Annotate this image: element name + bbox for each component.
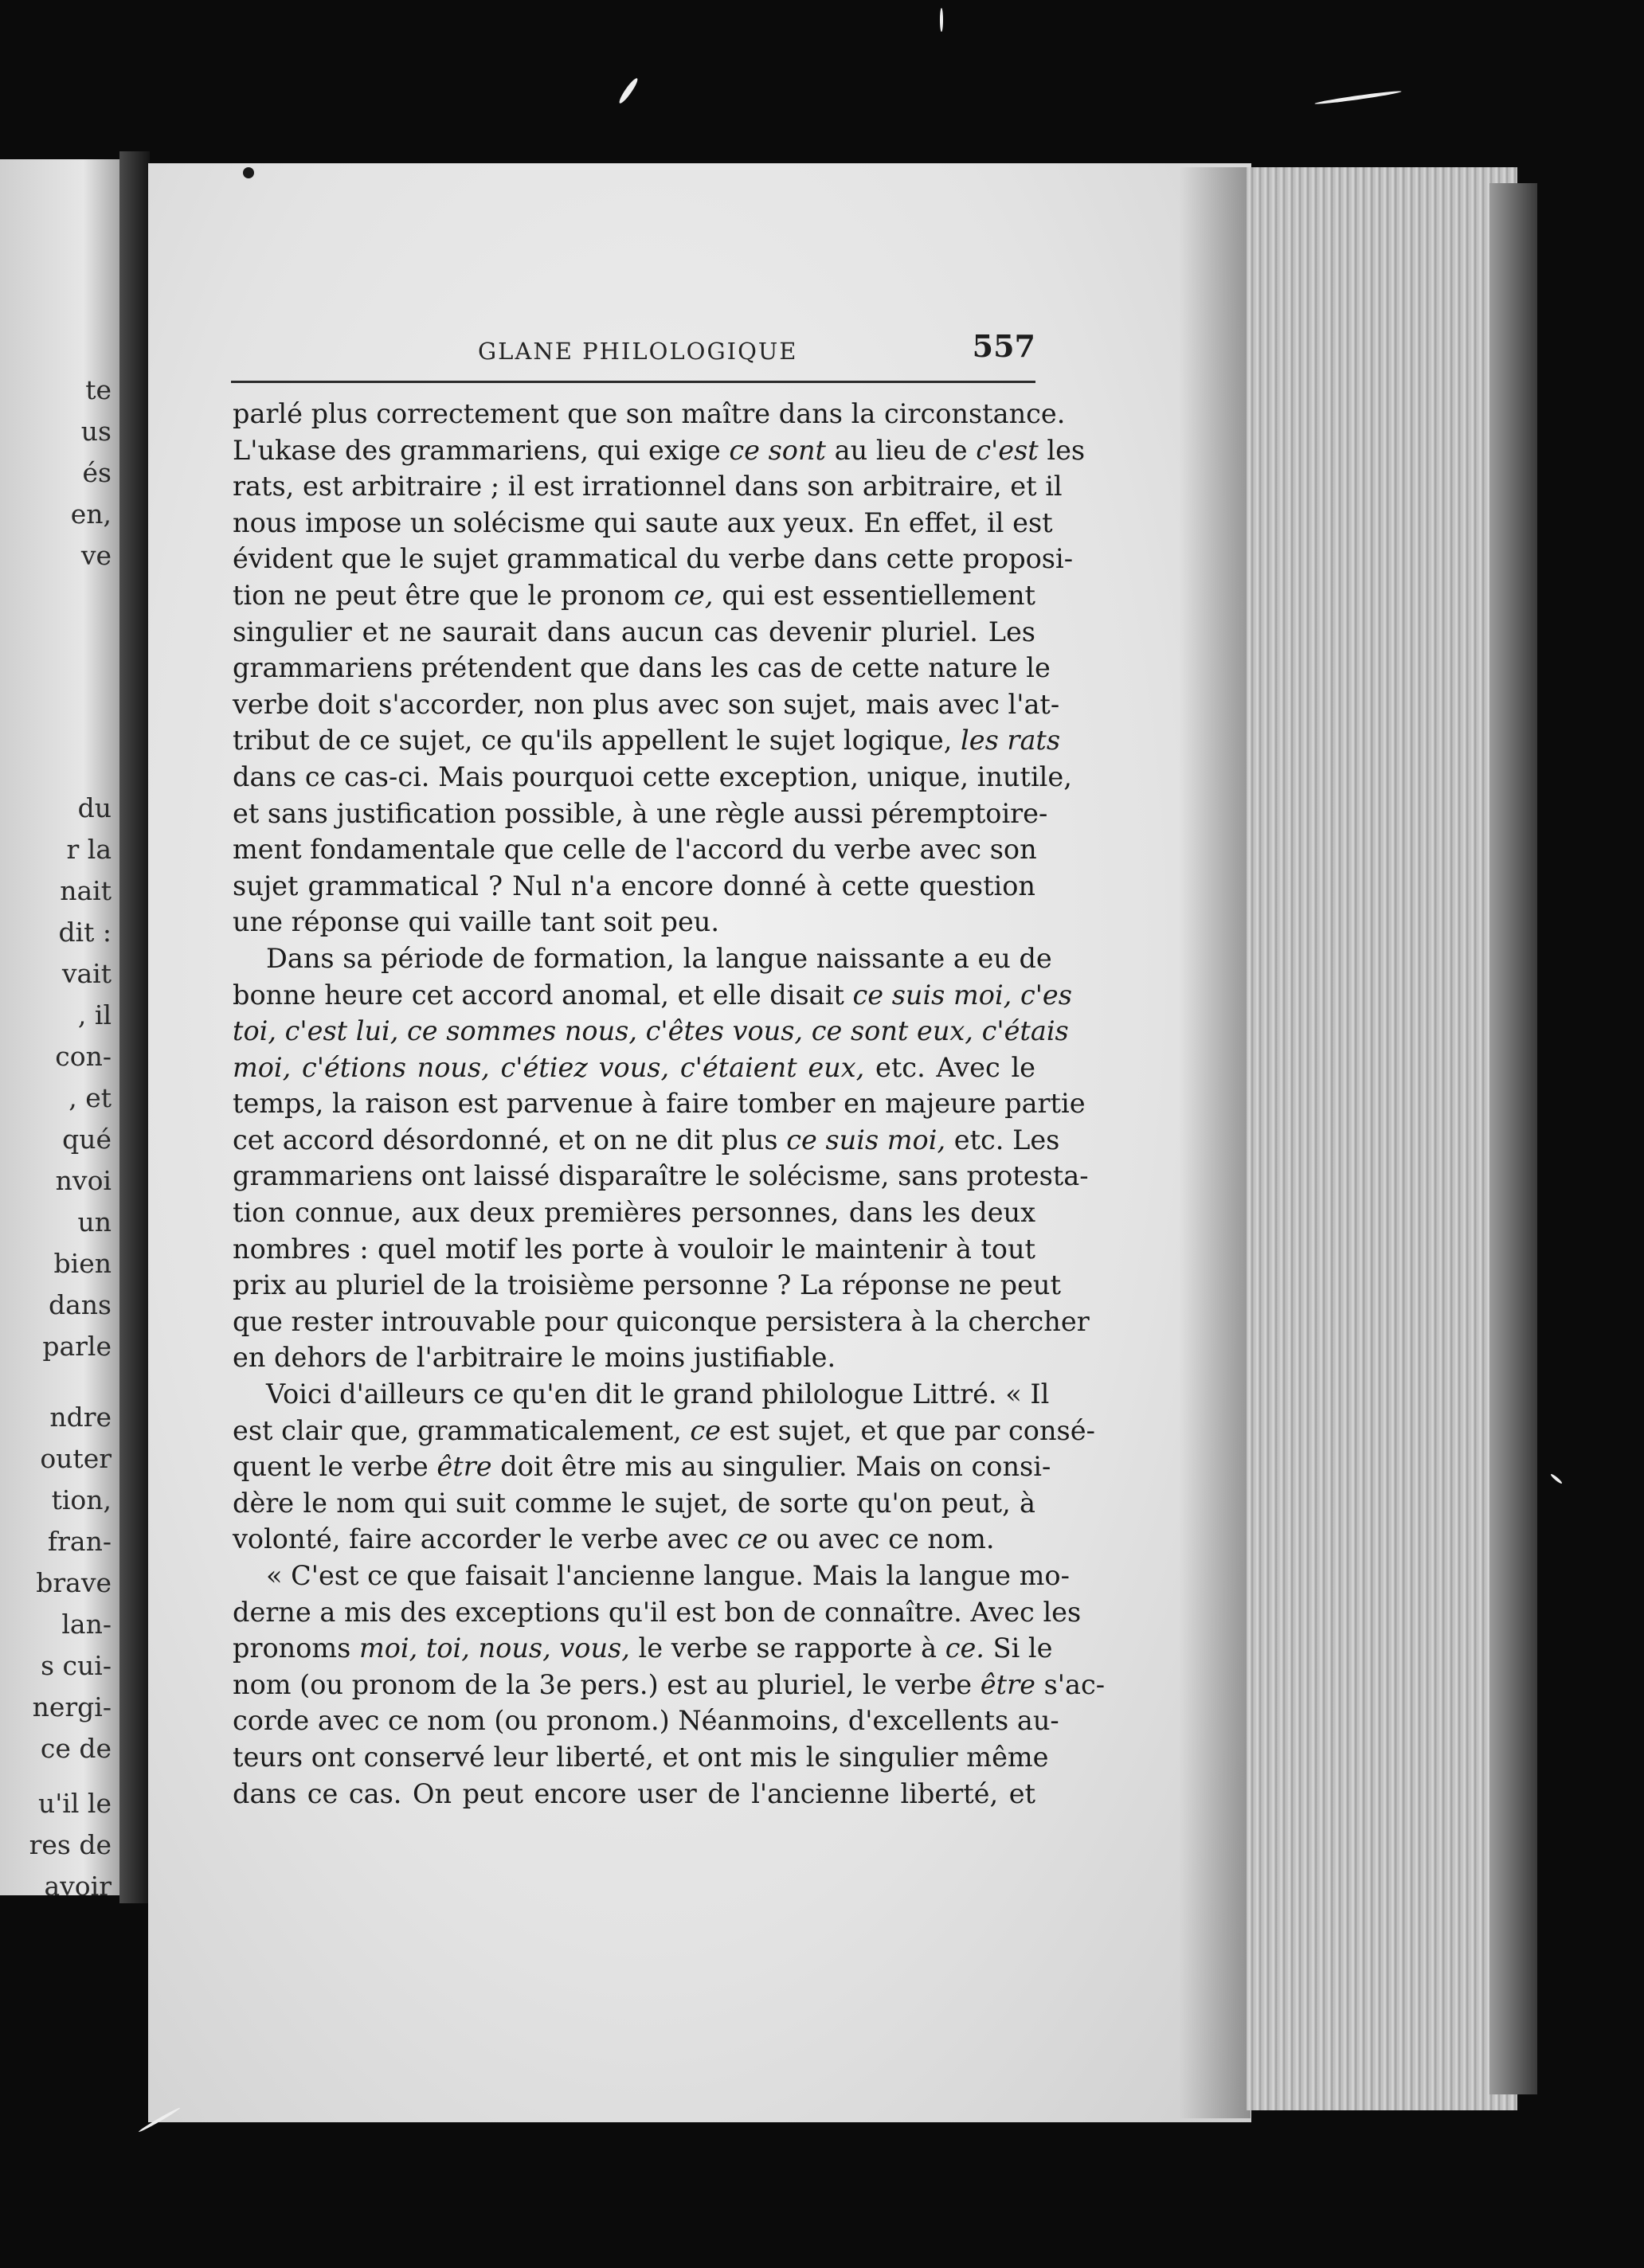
text-line [233,614,1035,651]
facing-page-fragment: ve [80,540,112,571]
text-run: rats, est arbitraire ; il est irrationnel dans son arbitraire, et il [233,471,1063,502]
italic-run: ce sont [729,434,827,466]
facing-page-fragment: ce de [40,1733,112,1764]
running-header [231,328,1035,383]
page-number: 557 [972,328,1035,364]
text-line [233,1013,1069,1050]
text-line [233,577,1035,614]
text-line [233,759,1072,796]
scan-scratch [1550,1473,1563,1485]
scan-speck [243,167,254,178]
text-line [233,1231,1035,1268]
text-run: dans ce cas-ci. Mais pourquoi cette exception, unique, inutile, [233,761,1072,792]
text-run: prix au pluriel de la troisième personne ? La réponse ne peut [233,1269,1061,1301]
text-run: tion connue, aux deux premières personnes, dans les deux [233,1197,1035,1229]
text-line [233,1521,1035,1558]
text-run: tribut de ce sujet, ce qu'ils appellent le sujet logique, [233,725,961,757]
text-run: teurs ont conservé leur liberté, et ont mis le singulier même [233,1741,1049,1773]
text-run: grammariens ont laissé disparaître le solécisme, sans protesta- [233,1160,1089,1192]
text-line [233,541,1074,577]
text-line [233,1703,1059,1739]
facing-page-fragment: nvoi [55,1165,112,1196]
text-line [233,1449,1051,1485]
facing-page-fragment: u'il le [37,1788,112,1819]
italic-run: ce suis moi, c'es [852,979,1072,1011]
italic-run: ce. [945,1633,984,1664]
text-run: derne a mis des exceptions qu'il est bon de connaître. Avec les [233,1596,1082,1628]
italic-run: moi, toi, nous, vous, [358,1633,630,1664]
text-run: ment fondamentale que celle de l'accord du verbe avec son [233,834,1037,866]
text-line [233,1339,1035,1376]
facing-page-fragment: ndre [49,1402,112,1433]
text-line [233,1376,1050,1413]
text-line [233,1739,1049,1776]
text-run: est sujet, et que par consé- [721,1414,1095,1446]
running-title: GLANE PHILOLOGIQUE [478,338,798,365]
text-line [233,1776,1035,1812]
text-line [233,796,1048,832]
text-line [233,1594,1082,1631]
text-run: que rester introuvable pour quiconque persistera à la chercher [233,1305,1090,1337]
text-line [233,650,1051,686]
text-run: grammariens prétendent que dans les cas de cette nature le [233,652,1051,684]
text-run: nous impose un solécisme qui saute aux yeux. En effet, il est [233,506,1053,538]
text-run: qui est essentiellement [713,579,1035,611]
text-run: et sans justification possible, à une règle aussi péremptoire- [233,797,1048,829]
text-run: en dehors de l'arbitraire le moins justifiable. [233,1342,836,1374]
text-line [233,468,1063,505]
text-run: ou avec ce nom. [767,1523,995,1555]
text-run: « C'est ce que faisait l'ancienne langue. Mais la langue mo- [266,1560,1070,1591]
text-run: tion ne peut être que le pronom [233,579,675,611]
facing-page-fragment: vait [61,958,112,989]
text-run: Voici d'ailleurs ce qu'en dit le grand philologue Littré. « Il [266,1378,1050,1410]
text-line [233,977,1072,1014]
text-run: nom (ou pronom de la 3e pers.) est au pluriel, le verbe [233,1668,981,1700]
text-line [233,1630,1053,1667]
text-run: cet accord désordonné, et on ne dit plus [233,1124,787,1156]
facing-page-fragment: tion, [51,1484,112,1515]
text-run: etc. Avec le [864,1051,1036,1083]
text-run: une réponse qui vaille tant soit peu. [233,906,720,938]
text-run: temps, la raison est parvenue à faire tomber en majeure partie [233,1088,1086,1120]
italic-run: les rats [961,725,1061,757]
text-run: au lieu de [826,434,977,466]
text-run: volonté, faire accorder le verbe avec [233,1523,738,1555]
italic-run: ce [690,1414,722,1446]
text-line [233,1195,1035,1231]
text-line [233,868,1035,905]
facing-page-fragment: du [77,792,112,823]
facing-page-fragment: dans [49,1289,112,1320]
italic-run: être [436,1451,492,1483]
text-run: les [1038,434,1086,466]
page-edges-stack [1247,167,1517,2110]
text-line [233,1158,1089,1195]
facing-page-fragment: nait [60,875,112,906]
text-line [233,1122,1060,1159]
text-line [233,831,1035,868]
scan-scratch [617,76,640,105]
text-run: dans ce cas. On peut encore user de l'ancienne liberté, et [233,1777,1035,1809]
italic-run: ce [737,1523,768,1555]
text-line [233,1667,1106,1703]
text-run: corde avec ce nom (ou pronom.) Néanmoins, d'excellents au- [233,1705,1059,1737]
italic-run: être [980,1668,1035,1700]
text-line [233,940,1052,977]
text-line [233,1304,1090,1340]
scan-scratch [1314,89,1402,105]
text-line [233,432,1086,469]
text-run: le verbe se rapporte à [629,1633,945,1664]
text-run: dère le nom qui suit comme le sujet, de sorte qu'on peut, à [233,1487,1035,1519]
text-line [233,904,1035,940]
text-line [233,722,1061,759]
text-run: bonne heure cet accord anomal, et elle disait [233,979,853,1011]
facing-page-fragment: outer [40,1443,112,1474]
text-run: sujet grammatical ? Nul n'a encore donné à cette question [233,870,1035,901]
text-run: parlé plus correctement que son maître dans la circonstance. [233,398,1066,429]
facing-page-fragment: brave [36,1567,112,1598]
text-line [233,1050,1035,1086]
text-line [233,1558,1070,1594]
text-run: etc. Les [945,1124,1060,1156]
text-run: doit être mis au singulier. Mais on consi- [491,1451,1051,1483]
facing-page-fragment: s cui- [41,1650,112,1681]
text-run: verbe doit s'accorder, non plus avec son sujet, mais avec l'at- [233,688,1060,720]
italic-run: ce, [674,579,714,611]
text-line [233,686,1060,723]
facing-page-fragment: con- [55,1041,112,1072]
facing-page-fragment: dit : [58,917,112,948]
text-run: singulier et ne saurait dans aucun cas devenir pluriel. Les [233,616,1035,647]
facing-page-edge [0,159,119,1902]
facing-page-fragment: res de [29,1829,112,1860]
facing-page-fragment: r la [66,834,112,865]
book-gutter [119,151,150,1903]
facing-page-fragment: en, [70,499,112,530]
text-line [233,1413,1095,1449]
text-line [233,396,1066,432]
text-run: s'ac- [1035,1668,1106,1700]
facing-page-fragment: , et [68,1082,112,1113]
facing-page-fragment: , il [77,999,112,1030]
italic-run: toi, c'est lui, ce sommes nous, c'êtes vous, ce sont eux, c'étais [233,1015,1069,1047]
text-run: L'ukase des grammariens, qui exige [233,434,730,466]
text-line [233,505,1053,542]
italic-run: ce suis moi, [786,1124,946,1156]
text-run: quent le verbe [233,1451,437,1483]
text-run: nombres : quel motif les porte à vouloir le maintenir à tout [233,1233,1035,1265]
italic-run: moi, c'étions nous, c'étiez vous, c'étaient eux, [233,1051,865,1083]
page-edges-shadow [1489,183,1537,2094]
text-run: pronoms [233,1633,359,1664]
page-curl-shadow [1179,167,1251,2118]
scan-scratch [940,8,943,32]
text-line [233,1485,1035,1522]
body-text [233,396,1106,1812]
text-run: est clair que, grammaticalement, [233,1414,691,1446]
facing-page-fragment: fran- [47,1526,112,1557]
facing-page-fragment: parle [42,1331,112,1362]
text-line [233,1267,1061,1304]
italic-run: c'est [976,434,1039,466]
facing-page-fragment: és [82,457,112,488]
text-line [233,1085,1086,1122]
facing-page-fragment: qué [62,1124,112,1155]
facing-page-fragment: lan- [61,1609,112,1640]
facing-page-fragment: avoir [44,1871,112,1902]
text-run: Si le [984,1633,1053,1664]
facing-page-fragment: te [85,374,112,405]
text-run: évident que le sujet grammatical du verbe dans cette proposi- [233,543,1074,575]
facing-page-fragment: un [77,1206,112,1238]
facing-page-fragment: bien [53,1248,112,1279]
facing-page-fragment: nergi- [32,1691,112,1723]
facing-page-fragment: us [80,416,112,447]
text-run: Dans sa période de formation, la langue naissante a eu de [266,942,1052,974]
